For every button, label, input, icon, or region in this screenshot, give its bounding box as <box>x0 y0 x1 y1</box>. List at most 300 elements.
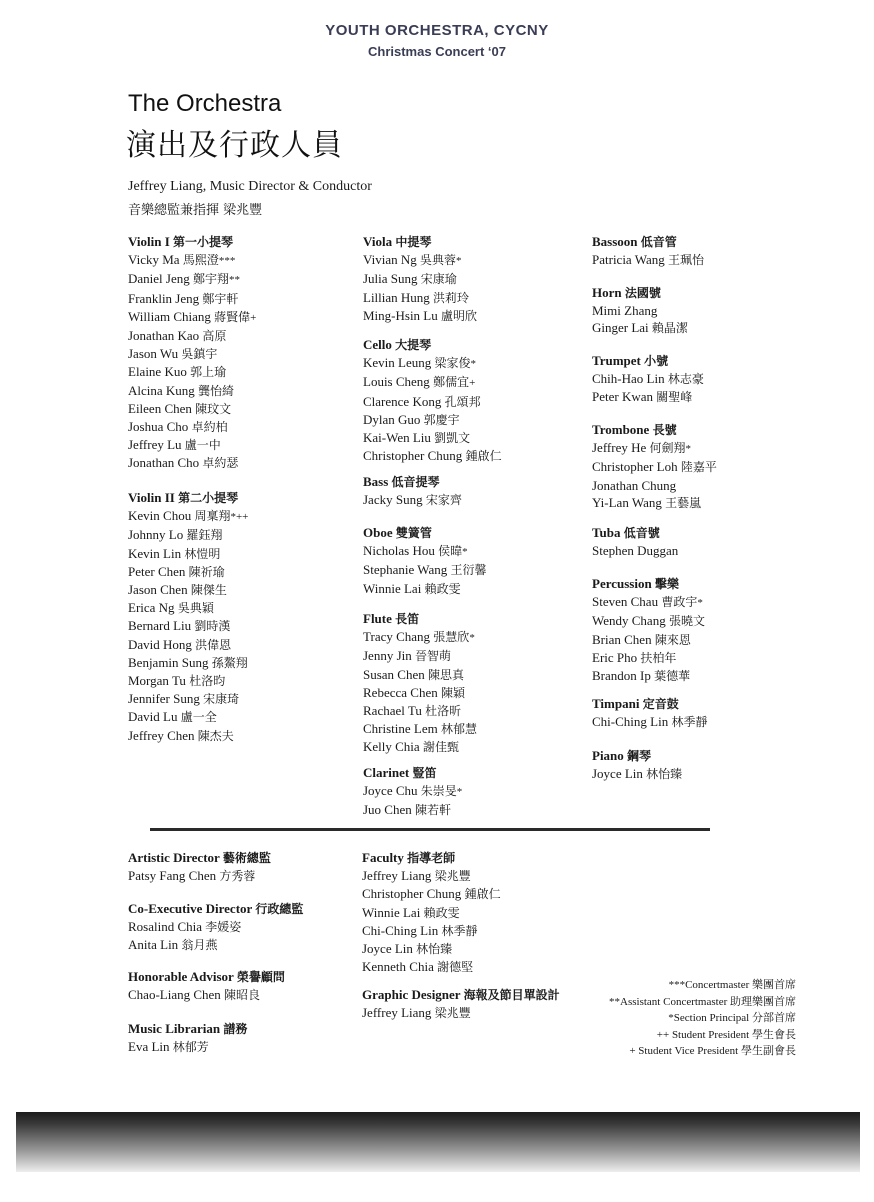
section-title: Bassoon <box>592 234 638 249</box>
member-name: Kevin Leung <box>363 355 432 371</box>
member-name: Stephanie Wang <box>363 562 448 578</box>
member-name-chinese: 賴晶潔 <box>651 321 688 336</box>
member-list <box>362 867 501 976</box>
member-list <box>592 302 688 337</box>
section-heading <box>363 764 462 782</box>
member-name-chinese: 林郁慧 <box>441 722 478 737</box>
member-name: Louis Cheng <box>363 374 430 390</box>
section-title: Violin I <box>128 234 170 249</box>
member-name-chinese: 鄭宇軒 <box>202 291 239 306</box>
member-list <box>128 867 271 885</box>
member-name: Vivian Ng <box>363 252 417 268</box>
member-name-chinese: 陳傑生 <box>190 583 227 598</box>
member-name-chinese: 梁家俊 <box>434 356 471 371</box>
member-name-chinese: 陳杰夫 <box>197 728 234 743</box>
divider <box>150 828 710 831</box>
section-heading <box>592 352 704 370</box>
section-title-chinese: 定音鼓 <box>642 697 679 711</box>
member-name-chinese: 盧一中 <box>184 438 221 453</box>
section-heading <box>592 524 678 542</box>
member-name-chinese: 林郁芳 <box>172 1040 209 1055</box>
section-title-chinese: 指導老師 <box>407 851 456 865</box>
legend-item <box>609 1027 796 1044</box>
member <box>363 580 487 598</box>
member <box>363 447 502 465</box>
member <box>363 393 502 411</box>
section-title: Cello <box>363 337 392 352</box>
section-title: Percussion <box>592 576 652 591</box>
member <box>363 270 477 288</box>
section-title: Violin II <box>128 490 175 505</box>
section-violin-2 <box>128 489 248 745</box>
member-list <box>592 542 678 559</box>
legend-role-chinese: 分部首席 <box>752 1011 796 1024</box>
member-name-chinese: 謝德堅 <box>437 960 474 975</box>
member <box>362 904 501 922</box>
member <box>363 289 477 307</box>
member-name-chinese: 張曉文 <box>668 614 705 629</box>
member-name: Joshua Cho <box>128 419 189 435</box>
section-tuba <box>592 524 678 559</box>
member-name: Christopher Loh <box>592 459 678 475</box>
member-name-chinese: 陳穎 <box>440 685 465 700</box>
section-percussion <box>592 575 705 685</box>
member <box>128 545 248 563</box>
member-name: Jeffrey Liang <box>362 1005 432 1021</box>
member-role-mark: ** <box>229 274 240 287</box>
member <box>592 302 688 319</box>
member-name-chinese: 林季靜 <box>671 715 708 730</box>
member-name: Rosalind Chia <box>128 919 203 935</box>
legend-role: Student Vice President <box>635 1045 739 1057</box>
member <box>592 631 705 649</box>
member-name: Brandon Ip <box>592 668 651 684</box>
member <box>363 647 477 665</box>
member <box>128 290 256 308</box>
member-name: Juo Chen <box>363 802 412 818</box>
member-list <box>363 628 477 756</box>
member-name: Eric Pho <box>592 649 638 665</box>
section-title-chinese: 豎笛 <box>412 766 437 780</box>
member <box>363 738 477 756</box>
member <box>362 958 501 976</box>
legend-role-chinese: 樂團首席 <box>752 978 796 991</box>
member <box>128 507 248 526</box>
member <box>363 354 502 373</box>
member <box>363 628 477 647</box>
member <box>363 801 462 819</box>
member-name: Peter Kwan <box>592 389 654 405</box>
section-heading <box>592 695 707 713</box>
section-viola <box>363 233 477 325</box>
member-name-chinese: 王珮怡 <box>667 253 704 268</box>
section-title-chinese: 譜務 <box>223 1022 248 1036</box>
member <box>128 418 256 436</box>
member-name-chinese: 鄭儒宜 <box>433 375 470 390</box>
member-name-chinese: 龔怡綺 <box>198 383 235 398</box>
member-name: Kevin Chou <box>128 508 192 524</box>
member-name: Jeffrey Liang <box>362 868 432 884</box>
member-name: Jonathan Kao <box>128 328 200 344</box>
legend-role-chinese: 學生副會長 <box>741 1044 796 1057</box>
member-name-chinese: 盧明欣 <box>441 308 478 323</box>
member-role-mark: * <box>456 786 463 799</box>
section-heading <box>592 233 704 251</box>
section-heading <box>128 1020 247 1038</box>
member-name-chinese: 宋康琦 <box>203 692 240 707</box>
section-title-chinese: 榮譽顧問 <box>236 970 285 984</box>
member-name-chinese: 孫鰲翔 <box>211 655 248 670</box>
section-title-chinese: 長笛 <box>395 612 420 626</box>
member-name-chinese: 翁月燕 <box>181 938 218 953</box>
member-name-chinese: 盧一全 <box>180 710 217 725</box>
member <box>362 940 501 958</box>
member <box>128 672 248 690</box>
member <box>128 936 303 954</box>
member <box>128 327 256 345</box>
organization-name: YOUTH ORCHESTRA, CYCNY <box>325 22 549 39</box>
member-name-chinese: 宋康瑜 <box>420 272 457 287</box>
member-name: Kevin Lin <box>128 545 182 561</box>
section-bass <box>363 473 462 509</box>
member-name-chinese: 賴政雯 <box>423 905 460 920</box>
member <box>128 526 248 544</box>
member <box>592 593 705 612</box>
section-title: Horn <box>592 285 622 300</box>
member-name: Rebecca Chen <box>363 684 438 700</box>
member-name-chinese: 羅鈺翔 <box>186 528 223 543</box>
member-name: Chi-Ching Lin <box>592 714 669 730</box>
member-name-chinese: 周稟翔 <box>194 509 231 524</box>
member-name-chinese: 郭上瑜 <box>190 365 227 380</box>
member-name: Jenny Jin <box>363 648 412 664</box>
member-list <box>363 491 462 509</box>
legend-mark: ** <box>609 995 621 1008</box>
member-name: Chih-Hao Lin <box>592 371 665 387</box>
member-role-mark: * <box>470 358 476 371</box>
member-name-chinese: 葉德華 <box>654 669 691 684</box>
section-heading <box>128 849 271 867</box>
member <box>128 654 248 672</box>
member <box>363 542 487 561</box>
member-name-chinese: 侯暐 <box>438 544 463 559</box>
member <box>128 727 248 745</box>
member-name: Chao-Liang Chen <box>128 987 221 1003</box>
member-name-chinese: 郭慶宇 <box>423 412 460 427</box>
member-name: Bernard Liu <box>128 618 192 634</box>
member-name: Susan Chen <box>363 666 425 682</box>
member <box>128 690 248 708</box>
section-trumpet <box>592 352 704 407</box>
section-title: Piano <box>592 748 624 763</box>
section-violin-1 <box>128 233 256 473</box>
member <box>128 345 256 363</box>
member <box>363 782 462 801</box>
section-title-chinese: 擊樂 <box>654 577 679 591</box>
member <box>363 251 477 270</box>
member-name-chinese: 張慧欣 <box>433 630 470 645</box>
member-name: Nicholas Hou <box>363 543 435 559</box>
member-name-chinese: 梁兆豐 <box>434 1006 471 1021</box>
member <box>592 458 717 476</box>
concert-name: Christmas Concert ‘07 <box>368 44 506 59</box>
member-name-chinese: 王衍馨 <box>450 563 487 578</box>
member-name-chinese: 吳鎮宇 <box>181 347 218 362</box>
member-name: Franklin Jeng <box>128 290 200 306</box>
section-title-chinese: 低音提琴 <box>391 475 440 489</box>
section-heading <box>128 233 256 251</box>
member-name: Winnie Lai <box>363 580 422 596</box>
member-name-chinese: 關聖峰 <box>656 390 693 405</box>
section-title: Honorable Advisor <box>128 969 234 984</box>
member-name: Joyce Lin <box>592 766 643 782</box>
section-title-chinese: 低音管 <box>640 235 677 249</box>
legend-item <box>609 977 796 994</box>
member-name-chinese: 蔣賢偉 <box>214 309 251 324</box>
legend <box>609 977 796 1060</box>
member <box>363 373 502 392</box>
member-role-mark: * <box>456 255 462 268</box>
section-heading <box>128 900 303 918</box>
member-name-chinese: 何劍翔 <box>649 441 686 456</box>
member-name: William Chiang <box>128 308 211 324</box>
member-list <box>363 251 477 325</box>
member-list <box>592 593 705 685</box>
section-flute <box>363 610 477 757</box>
member-name: Jeffrey Chen <box>128 727 195 743</box>
section-title: Tuba <box>592 525 621 540</box>
member-name-chinese: 賴政雯 <box>424 581 461 596</box>
member <box>592 649 705 667</box>
member <box>592 251 704 269</box>
member-name: David Hong <box>128 636 192 652</box>
section-title-chinese: 海報及節目單設計 <box>463 988 560 1002</box>
section-bassoon <box>592 233 704 269</box>
music-director: Jeffrey Liang, Music Director & Conductor <box>128 179 372 194</box>
legend-item <box>609 1010 796 1027</box>
member-name-chinese: 林季靜 <box>441 923 478 938</box>
member-name: Brian Chen <box>592 631 652 647</box>
section-heading <box>363 233 477 251</box>
member-name-chinese: 陳玟文 <box>195 401 232 416</box>
member-name: Ginger Lai <box>592 320 649 336</box>
member <box>362 885 501 903</box>
section-heading <box>592 284 688 302</box>
section-title-chinese: 長號 <box>652 423 677 437</box>
legend-role: Student President <box>669 1028 750 1041</box>
member-name: Lillian Hung <box>363 289 430 305</box>
member-name-chinese: 杜洛昀 <box>189 674 226 689</box>
member-name: Anita Lin <box>128 937 179 953</box>
member <box>363 411 502 429</box>
section-title-chinese: 鋼琴 <box>627 749 652 763</box>
member-name: Joyce Lin <box>362 941 413 957</box>
member <box>128 563 248 581</box>
member-name-chinese: 方秀蓉 <box>219 869 256 884</box>
section-piano <box>592 747 682 783</box>
member-name: Peter Chen <box>128 563 186 579</box>
section-co-executive-director <box>128 900 303 955</box>
section-heading <box>363 610 477 628</box>
member <box>128 636 248 654</box>
member <box>363 561 487 579</box>
member <box>363 684 477 702</box>
member <box>128 382 256 400</box>
member <box>362 867 501 885</box>
section-heading <box>592 575 705 593</box>
member <box>128 436 256 454</box>
member-name-chinese: 扶柏年 <box>640 650 677 665</box>
member-name: Dylan Guo <box>363 411 421 427</box>
member-name: Eva Lin <box>128 1039 170 1055</box>
member-name: Kenneth Chia <box>362 959 434 975</box>
section-faculty <box>362 849 501 976</box>
legend-role: Section Principal <box>673 1012 750 1024</box>
legend-mark: *** <box>668 979 686 991</box>
member-name: Jonathan Cho <box>128 455 200 471</box>
member-name-chinese: 陳思真 <box>428 667 465 682</box>
member-role-mark: * <box>469 632 475 645</box>
member <box>592 612 705 630</box>
member <box>363 491 462 509</box>
section-honorable-advisor <box>128 968 285 1004</box>
member-role-mark: + <box>469 377 476 390</box>
section-music-librarian <box>128 1020 247 1056</box>
page-title-chinese: 演出及行政人員 <box>126 128 343 163</box>
member-list <box>592 713 707 731</box>
member-name: Christopher Chung <box>362 886 462 902</box>
section-title-chinese: 小號 <box>644 354 669 368</box>
section-heading <box>128 489 248 507</box>
member-list <box>128 507 248 745</box>
member-role-mark: * <box>697 597 703 610</box>
member <box>128 1038 247 1056</box>
member-name-chinese: 朱崇旻 <box>420 784 457 799</box>
member <box>128 581 248 599</box>
section-title-chinese: 雙簧管 <box>395 526 432 540</box>
legend-role: Concertmaster <box>685 979 750 991</box>
section-title-chinese: 行政總監 <box>255 902 304 916</box>
member-name-chinese: 洪莉玲 <box>433 290 470 305</box>
member-name: Jacky Sung <box>363 492 423 508</box>
section-title: Trombone <box>592 422 650 437</box>
member <box>363 307 477 325</box>
member <box>128 400 256 418</box>
member-name: Winnie Lai <box>362 904 421 920</box>
member-name: Ming-Hsin Lu <box>363 307 438 323</box>
member-name: David Lu <box>128 709 178 725</box>
member-name: Patsy Fang Chen <box>128 868 217 884</box>
member <box>128 454 256 472</box>
member <box>592 542 678 559</box>
member-list <box>128 918 303 954</box>
section-heading <box>363 336 502 354</box>
section-heading <box>362 986 560 1004</box>
section-title: Artistic Director <box>128 850 220 865</box>
member-name: Steven Chau <box>592 594 659 610</box>
section-heading <box>363 524 487 542</box>
section-oboe <box>363 524 487 598</box>
member-name: Vicky Ma <box>128 252 180 268</box>
section-title: Music Librarian <box>128 1021 221 1036</box>
member <box>128 617 248 635</box>
section-heading <box>592 421 717 439</box>
member-list <box>592 251 704 269</box>
member-list <box>128 251 256 472</box>
member-name-chinese: 陳若軒 <box>415 803 452 818</box>
section-title-chinese: 藝術總監 <box>222 851 271 865</box>
member <box>592 765 682 783</box>
member-name: Joyce Chu <box>363 783 418 799</box>
member <box>363 666 477 684</box>
member <box>128 308 256 327</box>
member-name-chinese: 吳典穎 <box>177 601 214 616</box>
member-name: Benjamin Sung <box>128 654 209 670</box>
member <box>592 494 717 512</box>
member-name: Jason Wu <box>128 346 179 362</box>
member <box>362 1004 560 1022</box>
member-name-chinese: 晉智萌 <box>415 649 452 664</box>
member-name-chinese: 卓約瑟 <box>202 456 239 471</box>
member-list <box>592 765 682 783</box>
member-role-mark: * <box>685 443 692 456</box>
member-role-mark: + <box>250 311 257 324</box>
section-title-chinese: 法國號 <box>624 286 661 300</box>
member-name: Julia Sung <box>363 271 418 287</box>
member <box>128 270 256 289</box>
member-name-chinese: 陸嘉平 <box>680 460 717 475</box>
member-name-chinese: 王藝嵐 <box>665 495 702 510</box>
section-heading <box>363 473 462 491</box>
member-name-chinese: 卓約柏 <box>191 420 228 435</box>
member-name: Wendy Chang <box>592 613 666 629</box>
member <box>128 986 285 1004</box>
member-name: Christine Lem <box>363 721 438 737</box>
member <box>363 720 477 738</box>
member <box>128 918 303 936</box>
section-title: Co-Executive Director <box>128 901 253 916</box>
member-role-mark: * <box>462 546 468 559</box>
member-list <box>362 1004 560 1022</box>
section-title: Clarinet <box>363 765 410 780</box>
member <box>592 388 704 406</box>
legend-item <box>609 1043 796 1060</box>
member-name-chinese: 鍾啟仁 <box>464 887 501 902</box>
member-list <box>128 1038 247 1056</box>
section-title: Faculty <box>362 850 404 865</box>
member-list <box>592 439 717 512</box>
member-name: Clarence Kong <box>363 393 442 409</box>
member-name-chinese: 劉時漢 <box>194 619 231 634</box>
member-name: Mimi Zhang <box>592 303 658 319</box>
member-name-chinese: 林怡臻 <box>416 942 453 957</box>
member-name: Johnny Lo <box>128 527 184 543</box>
member <box>128 708 248 726</box>
member-name: Jason Chen <box>128 582 188 598</box>
section-title: Oboe <box>363 525 393 540</box>
member-name: Jennifer Sung <box>128 691 200 707</box>
member <box>362 922 501 940</box>
member-name: Elaine Kuo <box>128 364 187 380</box>
member-name: Alcina Kung <box>128 382 195 398</box>
member-list <box>363 782 462 819</box>
member-name: Morgan Tu <box>128 673 186 689</box>
member-name-chinese: 劉凱文 <box>434 431 471 446</box>
member <box>592 713 707 731</box>
member <box>592 439 717 458</box>
page-title: The Orchestra <box>128 90 282 117</box>
section-title-chinese: 第一小提琴 <box>173 235 234 249</box>
